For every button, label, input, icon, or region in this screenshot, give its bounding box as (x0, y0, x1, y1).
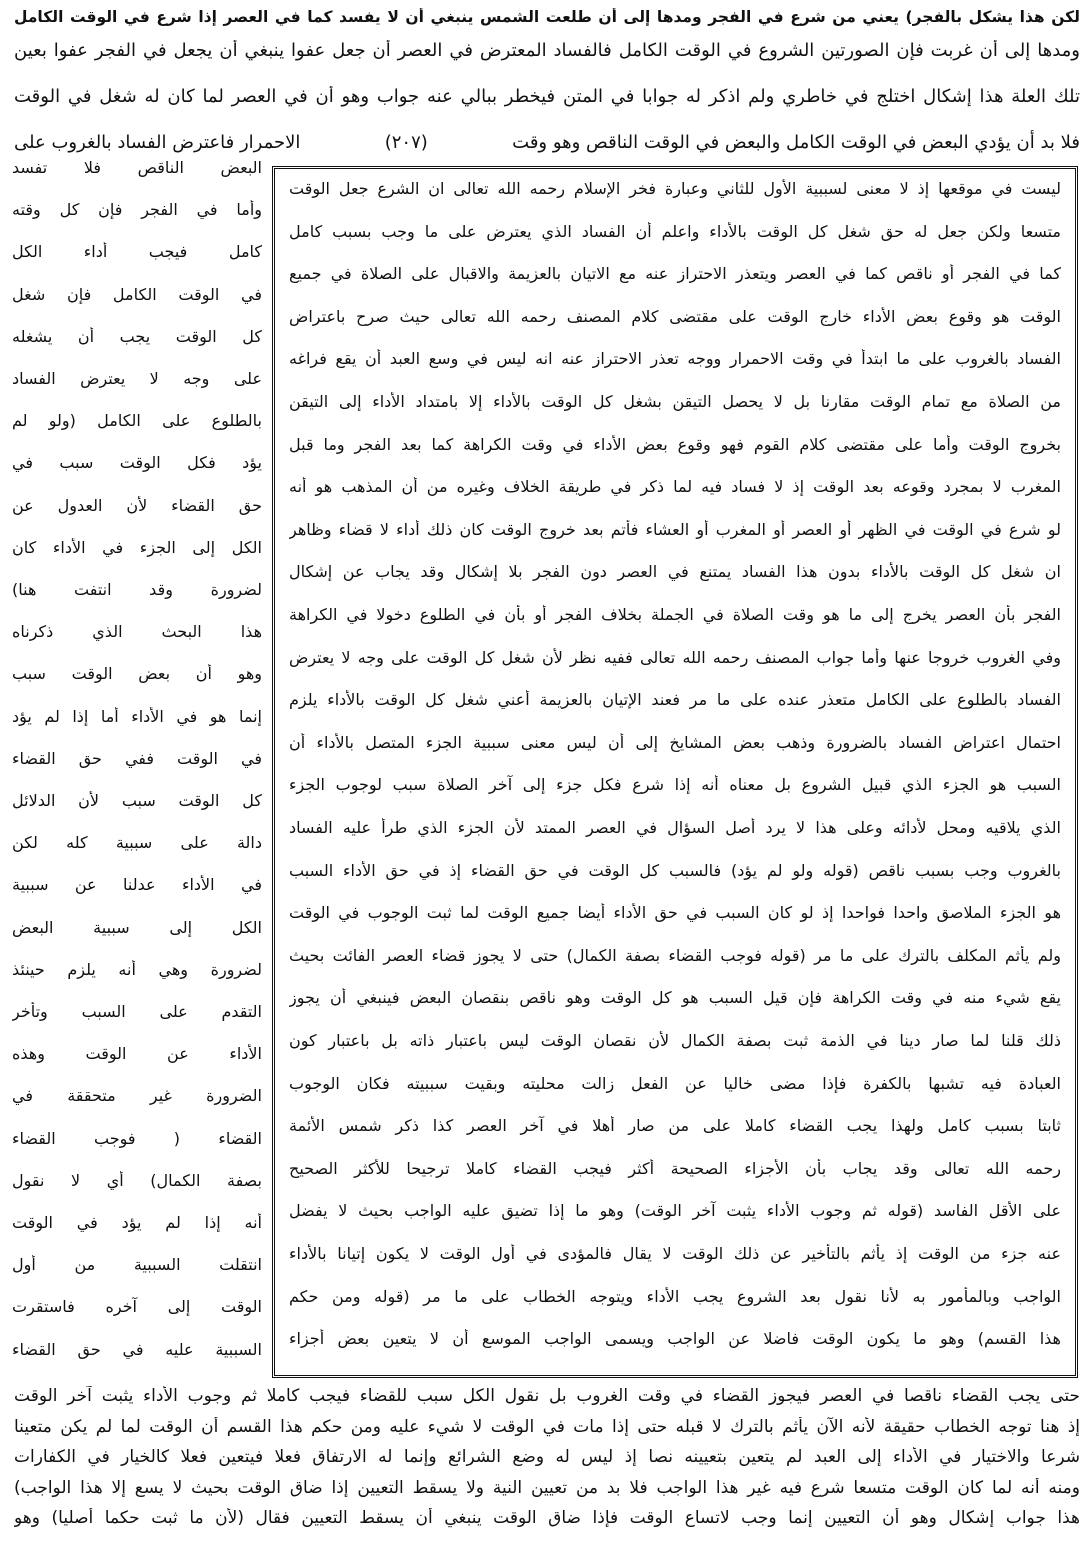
box-line: وفي الغروب خروجا عنها وأما جواب المصنف رحمه الله تعالى ففيه نظر لأن شغل كل الوقت على وجه لا يعترض (289, 647, 1061, 667)
margin-line: البعض الناقص فلا تفسد (12, 158, 262, 177)
box-line: السبب هو الجزء الذي قبيل الشروع بل معناه أنه إذا شرع فكل جزء إلى آخر الصلاة سبب لوجوب الجزء (289, 775, 1061, 795)
box-line: ذلك قلنا لما صار دينا في الذمة ثبت بصفة الكمال لأن نقصان الوقت ليس باعتبار ذاته بل باعتبار كون (289, 1031, 1061, 1050)
top-line-right: فلا بد أن يؤدي البعض في الوقت الكامل والبعض في الوقت الناقص وهو وقت (512, 132, 1080, 153)
bottom-line: هذا جواب إشكال وهو أن التعيين إنما وجب لاتساع الوقت فإذا ضاق الوقت ينبغي أن يسقط التعيين فقال (لأن ما ثبت حكما أصليا) وهو (14, 1508, 1080, 1528)
box-line: لو شرع في الوقت في الظهر أو العصر أو المغرب أو العشاء فأتم بعد خروج الوقت كان ذلك أداء لا قضاء وظاهر (289, 519, 1061, 539)
margin-line: التقدم على السبب وتأخر (12, 1002, 262, 1021)
margin-line: السببية عليه في حق القضاء (12, 1339, 262, 1359)
box-line: الفساد بالغروب على ما ابتدأ في وقت الاحمرار ووجه تعذر الاحتراز عنه انه ليس في وسع العبد أن يقع فراغه (289, 349, 1061, 369)
bottom-line: حتى يجب القضاء ناقصا في العصر فيجوز القضاء في وقت الغروب بل نقول الكل سبب للقضاء فيجب كاملا ثم وجوب الأداء يثبت آخر الوقت (14, 1386, 1080, 1406)
box-line: الواجب وبالمأمور به لأنا نقول بعد الشروع يجب الأداء ويتوجه الخطاب على ما مر (قوله ومن حكم (289, 1286, 1061, 1306)
box-line: كما في الفجر أو ناقص كما في العصر ويتعذر الاحتراز عنه مع الاتيان بالعزيمة والاقبال على الصلاة في جميع (289, 264, 1061, 284)
margin-line: وأما في الفجر فإن كل وقته (12, 200, 262, 220)
box-line: يقع شيء منه في وقت الكراهة فإن قيل السبب هو كل الوقت وهو ناقص بنقصان البعض فينبغي أن يجوز (289, 988, 1061, 1008)
box-line: الفساد بالطلوع على الكامل متعذر عنده على ما مر فعند الإتيان بالعزيمة أعني شغل كل الوقت بالأداء يلزم (289, 690, 1061, 710)
margin-line: في الوقت ففي حق القضاء (12, 748, 262, 768)
margin-line: لضرورة وقد انتفت هنا) (12, 580, 262, 599)
box-line: من الصلاة مع تمام الوقت مقارنا بل لا يحصل التيقن بشغل كل الوقت بالأداء إلا بامتداد الأداء إلى التيقن (289, 392, 1061, 411)
bottom-line: شرعا والاختيار في الأداء إلى العبد لم يتعين بتعيينه نصا إذ ليس له وضع الشرائع وإنما له الارتفاق فعلا فيتعين فعلا كالخيار في الكفارات (14, 1447, 1080, 1467)
margin-line: الكل إلى الجزء في الأداء كان (12, 537, 262, 557)
top-line: تلك العلة هذا إشكال اختلج في خاطري ولم اذكر له جوابا في المتن فيخطر ببالي عنه جواب وهو أن في العصر لما كان له شغل في الوقت (14, 86, 1080, 107)
margin-line: القضاء ( فوجب القضاء (12, 1128, 262, 1148)
margin-line: كل الوقت يجب أن يشغله (12, 326, 262, 346)
margin-line: الكل إلى سببية البعض (12, 917, 262, 937)
margin-line: الوقت إلى آخره فاستقرت (12, 1297, 262, 1317)
box-line: بخروج الوقت وأما على مقتضى كلام القوم فهو وقوع بعض الأداء في وقت الكراهة كما بعد الفجر وما قبل (289, 434, 1061, 454)
box-line: هذا القسم) وهو ما يكون الوقت فاضلا عن الواجب ويسمى الواجب الموسع أن لا يتعين بعض أجزاء (289, 1329, 1061, 1349)
margin-line: انتقلت السببية من أول (12, 1255, 262, 1275)
box-line: الوقت هو وقوع بعض الأداء خارج الوقت على مقتضى كلام المصنف رحمه الله تعالى حيث صرح باعتراض (289, 306, 1061, 326)
box-line: على الأقل الفاسد (قوله ثم وجوب الأداء يثبت آخر الوقت) وهو ما إذا تضيق عليه الواجب بحيث لا يفضل (289, 1201, 1061, 1221)
box-line: رحمه الله تعالى وقد يجاب بأن الأجزاء الصحيحة أكثر فيجب القضاء كاملا ترجيحا للأكثر الصحيح (289, 1158, 1061, 1178)
margin-line: كامل فيجب أداء الكل (12, 242, 262, 262)
box-line: الفجر بأن العصر يخرج إلى ما هو وقت الصلاة في الجملة بخلاف الفجر أو بأن في الطلوع دخولا في الكراهة (289, 605, 1061, 624)
box-line: العبادة فيه تشبها بالكفرة فإذا مضى خاليا عن الفعل زالت محليته وبقيت سببيته فكان الوجوب (289, 1073, 1061, 1093)
margin-line: كل الوقت سبب لأن الدلائل (12, 791, 262, 810)
margin-line: على وجه لا يعترض الفساد (12, 369, 262, 388)
box-line: المغرب لا بمجرد وقوعه بعد الوقت إذ لا فساد فيه لما ذكر في طريقة الخلاف وغيره من أن المذهب هو أنه (289, 477, 1061, 497)
margin-line: في الوقت الكامل فإن شغل (12, 284, 262, 304)
box-line: الذي يلاقيه ومحل لأدائه وعلى هذا لا يرد أصل السؤال في العصر الممتد لأن الجزء الذي طرأ عليه الفساد (289, 818, 1061, 837)
box-line: احتمال اعتراض الفساد بالضرورة وذهب بعض المشايخ إلى أن ليس معنى سببية الجزء المتصل بالأداء أن (289, 732, 1061, 752)
margin-line: الضرورة غير متحققة في (12, 1086, 262, 1106)
top-line-with-page-number (14, 132, 1080, 153)
margin-line: وهو أن بعض الوقت سبب (12, 664, 262, 684)
box-line: ليست في موقعها إذ لا معنى لسببية الأول للثاني وعبارة فخر الإسلام رحمه الله تعالى ان الشرع جعل الوقت (289, 179, 1061, 198)
margin-line: بصفة الكمال) أي لا نقول (12, 1170, 262, 1190)
box-line: ثابتا بسبب كامل ولهذا يجب القضاء كاملا على من صار أهلا في آخر العصر كذا ذكر شمس الأئمة (289, 1116, 1061, 1136)
margin-line: بالطلوع على الكامل (ولو لم (12, 411, 262, 431)
box-line: بالغروب وجب بسبب ناقص (قوله ولو لم يؤد) فالسبب كل الوقت في حق القضاء إذ في حق الأداء السبب (289, 860, 1061, 880)
box-line: ان شغل كل الوقت بالأداء بدون هذا الفساد يمتنع في العصر دون الفجر بلا إشكال وقد يجاب عن إشكال (289, 562, 1061, 582)
page-number: (٢٠٧) (384, 132, 428, 153)
bottom-line: إذ هنا توجه الخطاب حقيقة لأنه الآن يأثم بالترك لا قبله حتى إذا مات في الوقت لا شيء عليه ومن حكم هذا القسم أن الوقت لما لم يكن متعينا (14, 1416, 1080, 1437)
margin-line: يؤد فكل الوقت سبب في (12, 453, 262, 473)
top-line-left: الاحمرار فاعترض الفساد بالغروب على (14, 132, 301, 153)
box-line: عنه جزء من الوقت إذ يأثم بالتأخير عن ذلك الوقت لا يقال فالمؤدى في أول الوقت لا يكون إتيانا بالأداء (289, 1244, 1061, 1263)
margin-line: أنه إذا لم يؤد في الوقت (12, 1213, 262, 1232)
top-line: ومدها إلى أن غربت فإن الصورتين الشروع في الوقت الكامل فالفساد المعترض في العصر أن جعل عفوا ينبغي أن يجعل في الفجر عفوا بعين (14, 40, 1080, 61)
commentary-box (272, 166, 1078, 1378)
margin-line: دالة على سببية كله لكن (12, 833, 262, 853)
margin-line: حق القضاء لأن العدول عن (12, 495, 262, 515)
margin-line: إنما هو في الأداء أما إذا لم يؤد (12, 706, 262, 726)
box-line: هو الجزء الملاصق واحدا فواحدا إذ لو كان السبب في حق الأداء أيضا جميع الوقت لما ثبت الوجوب في الوقت (289, 903, 1061, 923)
box-line: متسعا ولكن جعل له حق شغل كل الوقت بالأداء واعلم أن الفساد الذي يعترض على ما وجب بسبب كامل (289, 221, 1061, 241)
box-line: ولم يأثم المكلف بالترك على ما مر (قوله فوجب القضاء بصفة الكمال) حتى لا يجوز قضاء العصر الفائت بحيث (289, 945, 1061, 965)
margin-line: هذا البحث الذي ذكرناه (12, 622, 262, 642)
top-line: لكن هذا يشكل بالفجر) يعني من شرع في الفجر ومدها إلى أن طلعت الشمس ينبغي أن لا يفسد كما في العصر إذا شرع في الوقت الكامل (14, 8, 1080, 26)
margin-line: في الأداء عدلنا عن سببية (12, 875, 262, 895)
margin-line: لضرورة وهي أنه يلزم حينئذ (12, 959, 262, 979)
bottom-line: ومنه أنه لما كان الوقت متسعا شرع فيه غير هذا الواجب فلا بد من تعيين النية ولا يسقط التعيين إذا ضاق الوقت بحيث لا يسع إلا هذا الواجب) (14, 1477, 1080, 1498)
margin-line: الأداء عن الوقت وهذه (12, 1044, 262, 1064)
